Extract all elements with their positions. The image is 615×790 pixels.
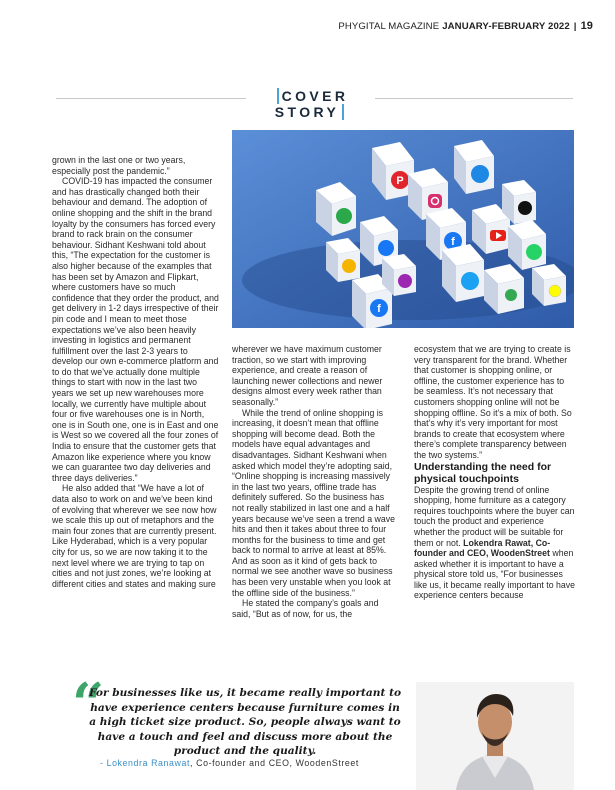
paragraph: grown in the last one or two years, especially post the pandemic.” xyxy=(52,155,186,176)
section-rule-left xyxy=(56,98,246,99)
hero-image xyxy=(232,130,574,328)
magazine-name: PHYGITAL MAGAZINE xyxy=(338,20,440,32)
quote-mark-icon: “ xyxy=(72,671,105,737)
quote-text: For businesses like us, it became really important to have experience centers because furniture comes in a high ticket size product. So, people always want to have a touch and feel and discuss more about the product and the quality. xyxy=(88,687,402,758)
paragraph: wherever we have maximum customer traction, so we start with improving experience, and create a reason of launching newer collections and newer designs almost every week rather than seasonally.” xyxy=(232,344,383,407)
attribution-name: - Lokendra Ranawat xyxy=(100,758,191,768)
svg-text:P: P xyxy=(396,175,404,187)
author-portrait xyxy=(416,682,574,790)
page-number: 19 xyxy=(580,20,593,32)
paragraph: He stated the company’s goals and said, “But as of now, for us, the xyxy=(232,598,379,619)
paragraph-bold-name: Lokendra Rawat, Co-founder and CEO, WoodenStreet xyxy=(414,537,551,559)
attribution-role: , Co-founder and CEO, WoodenStreet xyxy=(190,758,359,768)
section-bar-right xyxy=(342,104,344,120)
section-rule-right xyxy=(375,98,573,99)
paragraph: COVID-19 has impacted the consumer and has drastically changed both their behaviour and demand. The adoption of online shopping and the shift in the brand loyalty by the consumers has forced every brand to rack brain on the consumer behaviour. Sidhant Keshwani told about this, “The expectation for the customer is also higher because of the examples that has been set by Amazon and Flipkart, where customers have so much confidence that they order the product, and get delivery in 1-2 days irrespective of their pin code and I mean to meet those expectations we’ve also been heavily investing in logistics and permanent fulfillment over the last 2-3 years to develop our own e-commerce platform and to do that we’ve actually done multiple things to start with now in the last two years we set up new warehouses more locally, we currently have multiple about four or five warehouses one is in North, one is in South one, one is in East and one is West so we covered all the four zones of India to ensure that the customer gets that Amazon like experience where you know we can guarantee two day deliveries and three days deliveries.” xyxy=(52,176,219,483)
svg-text:f: f xyxy=(451,236,455,248)
paragraph: While the trend of online shopping is increasing, it doesn’t mean that offline shopping will become dead. Both the models have equal advantages and disadvantages. Sidhant Keshwani when asked which model they’re adopting said, “Online shopping is increasing massively in the last two years, offline trade has definitely suffered. So the business has not really stabilized in last one and a half years because we’ve seen a trend a wave hits and then it takes about three to four months for the business to time and get back to normal to arrive at least at 85%. And as soon as it kind of gets back to normal we see another wave so business has been very unstable when you look at the offline side of the business.” xyxy=(232,407,395,598)
article-column-1 xyxy=(52,155,220,589)
social-media-cubes-illustration xyxy=(232,130,574,328)
author-photo xyxy=(416,682,574,790)
paragraph xyxy=(414,485,576,602)
paragraph: ecosystem that we are trying to create is very transparent for the brand. Whether that customer is shopping online, or offline, the customer experience has to be seamless. It’s not necessary that customers shopping online will not be shopping offline. So it’s a mix of both. So that’s why it’s very important for most brands to create that ecosystem where there’s complete transparency between the two systems.” xyxy=(414,344,572,460)
section-bar-left xyxy=(277,88,279,104)
paragraph-text: Despite the growing trend of online shopping, home furniture as a category requires touchpoints where the buyer can touch the product and experience whether the product will be suitable for them or not. xyxy=(414,484,575,548)
svg-text:f: f xyxy=(377,303,381,315)
issue-date: JANUARY-FEBRUARY 2022 xyxy=(442,20,570,32)
section-label xyxy=(248,88,374,120)
article-column-2 xyxy=(232,344,398,619)
section-label-text: COVER STORY xyxy=(274,88,349,120)
subheading: Understanding the need for physical touchpoints xyxy=(414,460,552,485)
page-header xyxy=(338,20,593,32)
link-icon xyxy=(454,140,494,194)
article-column-3 xyxy=(414,344,576,601)
paragraph-text: when asked whether it is important to have a physical store told us, “For businesses like us, it became really important to have experience centers because xyxy=(414,548,575,601)
paragraph: He also added that “We have a lot of data also to work on and we’ve been kind of evolving that wherever we see now how we scale this up out of metaphors and the main four zones that are currently present. Like Hyderabad, which is a very popular city for us, so we are now taking it to the next level where we are trying to tap on cities and not just zones, we’re looking at different cities and states and making sure xyxy=(52,483,217,589)
pull-quote xyxy=(0,671,615,790)
header-separator: | xyxy=(573,20,577,32)
quote-attribution xyxy=(100,758,359,768)
